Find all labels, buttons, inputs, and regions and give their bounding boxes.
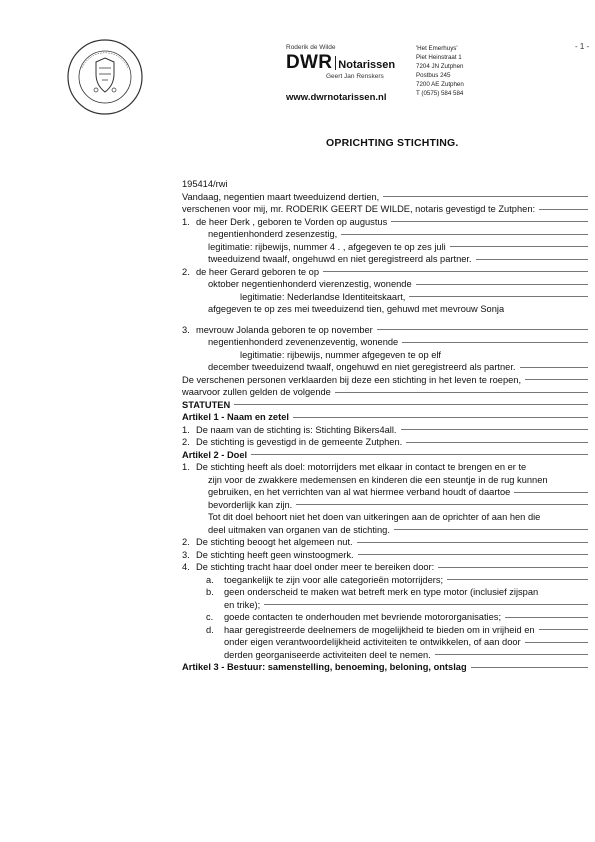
website-link[interactable]: www.dwrnotarissen.nl <box>286 92 387 103</box>
deed-subitem: b. geen onderscheid te maken wat betreft merk en type motor (inclusief zijspan <box>206 587 539 597</box>
notary-name-bottom: Geert Jan Renskers <box>326 73 384 80</box>
deed-line: 4. De stichting tracht haar doel onder meer te bereiken door: <box>182 561 592 574</box>
address-line: 7200 AE Zutphen <box>416 81 464 88</box>
address-line: 'Het Emerhuys' <box>416 45 458 52</box>
deed-line: legitimatie: Nederlandse Identiteitskaart, <box>182 291 592 304</box>
deed-subitem: onder eigen verantwoordelijkheid activiteiten te ontwikkelen, of aan door <box>182 636 592 649</box>
deed-line: oktober negentienhonderd vierenzestig, wonende <box>182 278 592 291</box>
deed-line: Tot dit doel behoort niet het doen van uitkeringen aan de oprichter of aan hen die <box>208 512 541 522</box>
deed-subitem: d. haar geregistreerde deelnemers de mogelijkheid te bieden om in vrijheid en <box>182 624 592 637</box>
deed-line: Vandaag, negentien maart tweeduizend dertien, <box>182 191 592 204</box>
deed-line: legitimatie: rijbewijs, nummer 4 . , afgegeven te op zes juli <box>182 241 592 254</box>
page-number: - 1 - <box>575 42 590 51</box>
letterhead <box>286 44 414 103</box>
article-heading: Artikel 3 - Bestuur: samenstelling, benoeming, beloning, ontslag <box>182 661 592 674</box>
deed-subitem: en trike); <box>182 599 592 612</box>
deed-line: 2. de heer Gerard geboren te op <box>182 266 592 279</box>
deed-line: negentienhonderd zevenenzeventig, wonende <box>182 336 592 349</box>
deed-subitem: a. toegankelijk te zijn voor alle categorieën motorrijders; <box>182 574 592 587</box>
deed-line: tweeduizend twaalf, ongehuwd en niet geregistreerd als partner. <box>182 253 592 266</box>
deed-line: 1. de heer Derk , geboren te Vorden op augustus <box>182 216 592 229</box>
deed-line: afgegeven te op zes mei tweeduizend tien, gehuwd met mevrouw Sonja <box>208 304 505 314</box>
deed-line: verschenen voor mij, mr. RODERIK GEERT DE WILDE, notaris gevestigd te Zutphen: <box>182 203 592 216</box>
notary-seal-stamp <box>66 38 144 116</box>
deed-line: negentienhonderd zesenzestig, <box>182 228 592 241</box>
brand-dwr: DWR <box>286 52 333 73</box>
deed-line: 1. De naam van de stichting is: Stichting Bikers4all. <box>182 424 592 437</box>
deed-line: 2. De stichting beoogt het algemeen nut. <box>182 536 592 549</box>
article-heading: Artikel 1 - Naam en zetel <box>182 411 592 424</box>
deed-line: legitimatie: rijbewijs, nummer afgegeven te op elf <box>240 349 442 360</box>
statuten-heading: STATUTEN <box>182 399 592 412</box>
deed-body <box>182 178 592 674</box>
notary-name-top: Roderik de Wilde <box>286 44 336 51</box>
brand-logo <box>286 52 414 72</box>
address-line: 7204 JN Zutphen <box>416 63 464 70</box>
deed-line: 3. mevrouw Jolanda geboren te op november <box>182 324 592 337</box>
document-title: OPRICHTING STICHTING. <box>326 137 459 149</box>
deed-subitem: c. goede contacten te onderhouden met bevriende motororganisaties; <box>182 611 592 624</box>
deed-line: 2. De stichting is gevestigd in de gemeente Zutphen. <box>182 436 592 449</box>
address-line: Postbus 245 <box>416 72 451 79</box>
deed-line: gebruiken, en het verrichten van al wat hiermee verband houdt of daartoe <box>182 486 592 499</box>
deed-line: De verschenen personen verklaarden bij deze een stichting in het leven te roepen, <box>182 374 592 387</box>
deed-line: waarvoor zullen gelden de volgende <box>182 386 592 399</box>
deed-line: 195414/rwi <box>182 179 228 189</box>
article-heading: Artikel 2 - Doel <box>182 449 592 462</box>
deed-line: deel uitmaken van organen van de stichting. <box>182 524 592 537</box>
deed-line: 3. De stichting heeft geen winstoogmerk. <box>182 549 592 562</box>
deed-line: zijn voor de zwakkere medemensen en kinderen die een steuntje in de rug kunnen <box>208 474 548 485</box>
deed-subitem: derden georganiseerde activiteiten deel te nemen. <box>182 649 592 662</box>
deed-line: 1. De stichting heeft als doel: motorrijders met elkaar in contact te brengen en er te <box>182 462 527 472</box>
address-line: Piet Heinstraat 1 <box>416 54 462 61</box>
brand-notarissen: Notarissen <box>338 59 396 71</box>
deed-line: december tweeduizend twaalf, ongehuwd en niet geregistreerd als partner. <box>182 361 592 374</box>
deed-line: bevorderlijk kan zijn. <box>182 499 592 512</box>
office-address <box>416 44 464 98</box>
brand-divider <box>335 56 336 70</box>
address-line: T (0575) 584 584 <box>416 90 464 97</box>
